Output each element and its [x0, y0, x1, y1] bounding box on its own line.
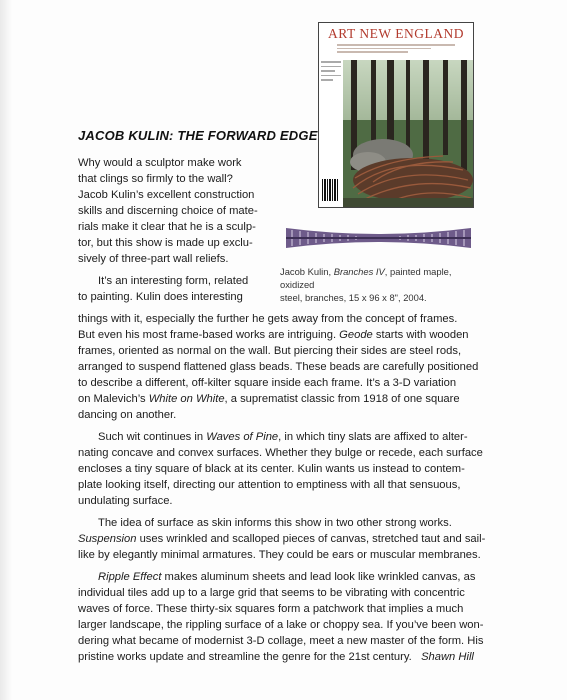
magazine-cover: [318, 22, 474, 208]
text-line: frames, oriented as normal on the wall. But piercing their sides are steel rods,: [78, 345, 462, 357]
text-line: that clings so firmly to the wall?: [78, 173, 233, 185]
text-line: undulating surface.: [78, 495, 173, 507]
text-line: sively of three-part wall reliefs.: [78, 253, 229, 265]
text-line: Jacob Kulin’s excellent construction: [78, 189, 255, 201]
text-line: waves of force. These thirty-six squares form a patchwork that implies a much: [78, 603, 464, 615]
text-line: dancing on another.: [78, 409, 177, 421]
text-line: Ripple Effect makes aluminum sheets and lead look like wrinkled canvas, as: [98, 571, 476, 583]
text-line: It’s an interesting form, related: [98, 275, 249, 287]
cover-photo-forest-sculpture: [343, 60, 473, 208]
text-line: to painting. Kulin does interesting: [78, 291, 243, 303]
text-line: arranged to suspend flattened glass beads. These beads are carefully positioned: [78, 361, 479, 373]
magazine-title: ART NEW ENGLAND: [328, 26, 464, 41]
text-line: on Malevich’s White on White, a suprematist classic from 1918 of one square: [78, 393, 460, 405]
text-line: individual tiles add up to a large grid that seems to be vibrating with concentric: [78, 587, 465, 599]
barcode-icon: [322, 179, 338, 201]
text-line: pristine works update and streamline the genre for the 21st century. Shawn Hill: [78, 651, 474, 663]
article-headline: JACOB KULIN: THE FORWARD EDGE: [78, 128, 318, 143]
text-line: to describe a different, off-kilter square inside each frame. It’s a 3-D variation: [78, 377, 457, 389]
caption-artist: Jacob Kulin,: [280, 266, 332, 277]
text-line: skills and discerning choice of mate-: [78, 205, 258, 217]
text-line: larger landscape, the rippling surface of a lake or choppy sea. If you’ve been won-: [78, 619, 484, 631]
text-line: things with it, especially the further he gets away from the concept of frames.: [78, 313, 458, 325]
cover-subtitle-lines: [337, 44, 455, 54]
text-line: The idea of surface as skin informs this show in two other strong works.: [98, 517, 452, 529]
text-line: Such wit continues in Waves of Pine, in which tiny slats are affixed to alter-: [98, 431, 468, 443]
text-line: tor, but this show is made up exclu-: [78, 237, 253, 249]
caption-medium: , painted maple, oxidized: [280, 266, 452, 290]
sculpture-image-branches-iv: [286, 222, 471, 254]
text-line: like by elegantly minimal armatures. They could be ears or muscular membranes.: [78, 549, 481, 561]
text-line: Suspension uses wrinkled and scalloped pieces of canvas, stretched taut and sail-: [78, 533, 486, 545]
text-line: plate looking itself, directing our attention to emptiness with all that sensuous,: [78, 479, 461, 491]
text-line: encloses a tiny square of black at its center. Kulin wants us instead to contem-: [78, 463, 465, 475]
caption-details: steel, branches, 15 x 96 x 8", 2004.: [280, 292, 427, 303]
text-line: Why would a sculptor make work: [78, 157, 242, 169]
article-author: Shawn Hill: [421, 651, 474, 663]
text-line: But even his most frame-based works are intriguing. Geode starts with wooden: [78, 329, 469, 341]
scan-edge: [0, 0, 12, 700]
text-line: dering what became of modernist 3-D collage, meet a new master of the form. His: [78, 635, 484, 647]
image-caption: [280, 265, 480, 304]
text-line: rials make it clear that he is a sculp-: [78, 221, 256, 233]
caption-title: Branches IV: [333, 266, 385, 277]
text-line: nating concave and convex surfaces. Whether they bulge or recede, each surface: [78, 447, 483, 459]
